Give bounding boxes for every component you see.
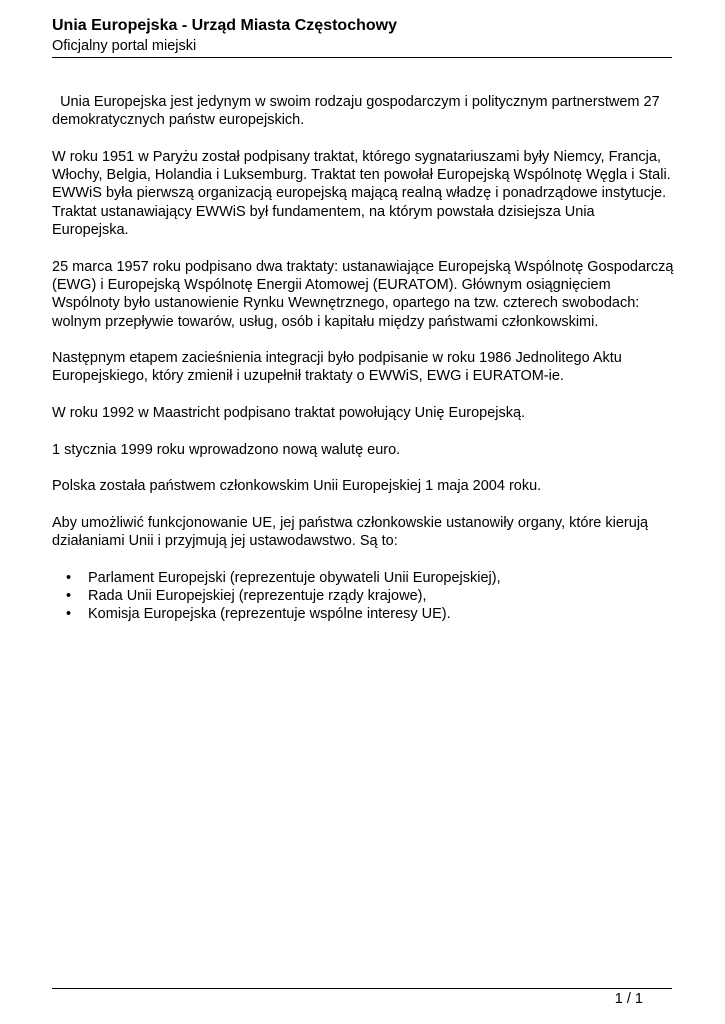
header-divider xyxy=(52,57,672,58)
list-item xyxy=(66,569,674,587)
list-item-text: Parlament Europejski (reprezentuje obywateli Unii Europejskiej), xyxy=(88,569,501,586)
list-item-text: Rada Unii Europejskiej (reprezentuje rządy krajowe), xyxy=(88,588,427,605)
paragraph-organs: Aby umożliwić funkcjonowanie UE, jej państwa członkowskie ustanowiły organy, które kierują działaniami Unii i przyjmują jej ustawodawstwo. Są to: xyxy=(52,514,649,550)
paragraph-1986: Następnym etapem zacieśnienia integracji było podpisanie w roku 1986 Jednolitego Aktu Europejskiego, który zmienił i uzupełnił traktaty o EWWiS, EWG i EURATOM-ie. xyxy=(52,350,622,385)
list-item xyxy=(66,605,674,623)
list-item xyxy=(66,587,674,605)
bullet-icon: • xyxy=(66,569,72,586)
organs-list xyxy=(52,569,674,624)
paragraph-intro: Unia Europejska jest jedynym w swoim rodzaju gospodarczym i politycznym partnerstwem 27 demokratycznych państw europejskich. xyxy=(52,94,664,129)
page-number: 1 / 1 xyxy=(614,991,643,1007)
page-header xyxy=(52,16,672,56)
bullet-icon: • xyxy=(66,606,72,623)
article-body xyxy=(52,93,674,624)
paragraph-1951: W roku 1951 w Paryżu został podpisany traktat, którego sygnatariuszami były Niemcy, Francja, Włochy, Belgia, Holandia i Luksemburg. Traktat ten powołał Europejską Wspólnotę Węgla i Stali. EWWiS była pierwszą organizacją europejską mającą realną władzę i ponadrządowe instytucje. Traktat ustanawiający EWWiS był fundamentem, na którym powstała dzisiejsza Unia Europejska. xyxy=(52,148,671,239)
paragraph-2004: Polska została państwem członkowskim Unii Europejskiej 1 maja 2004 roku. xyxy=(52,478,542,495)
list-item-text: Komisja Europejska (reprezentuje wspólne interesy UE). xyxy=(88,606,451,623)
paragraph-1992: W roku 1992 w Maastricht podpisano traktat powołujący Unię Europejską. xyxy=(52,405,526,422)
bullet-icon: • xyxy=(66,588,72,605)
page-subtitle: Oficjalny portal miejski xyxy=(52,38,197,54)
paragraph-1957: 25 marca 1957 roku podpisano dwa traktaty: ustanawiające Europejską Wspólnotę Gospodarczą (EWG) i Europejską Wspólnotę Energii Atomowej (EURATOM). Głównym osiągnięciem Wspólnoty było ustanowienie Rynku Wewnętrznego, opartego na tzw. czterech swobodach: wolnym przepływie towarów, usług, osób i kapitału między państwami członkowskimi. xyxy=(52,258,674,330)
paragraph-1999: 1 stycznia 1999 roku wprowadzono nową walutę euro. xyxy=(52,441,401,458)
page-title: Unia Europejska - Urząd Miasta Częstochowy xyxy=(52,17,397,34)
footer-divider xyxy=(52,988,672,989)
